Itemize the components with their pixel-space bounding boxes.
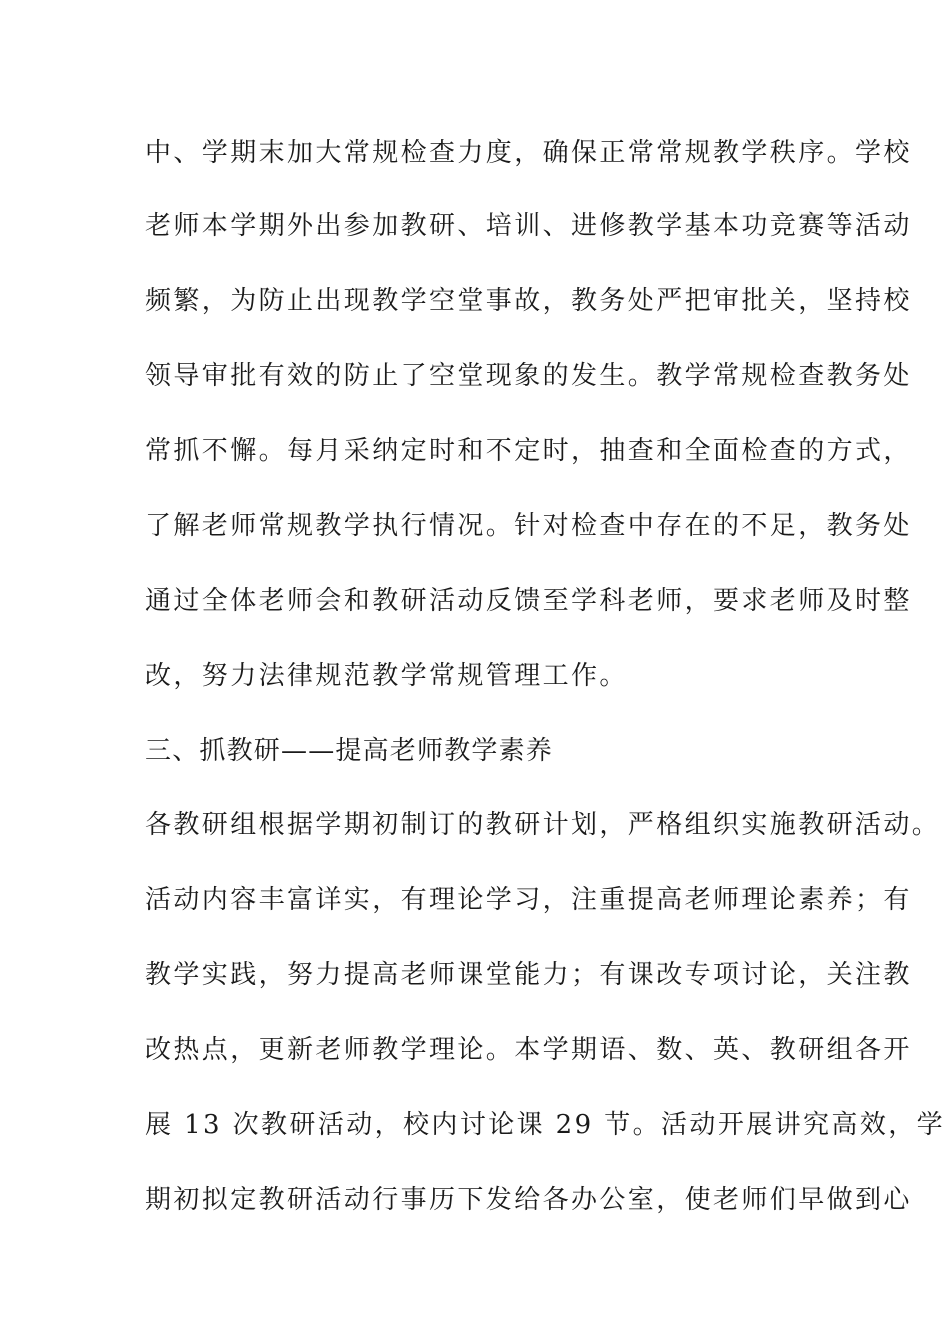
paragraph-line: 常抓不懈。每月采纳定时和不定时，抽查和全面检查的方式， bbox=[145, 436, 912, 466]
paragraph-line: 改热点，更新老师教学理论。本学期语、数、英、教研组各开 bbox=[145, 1035, 912, 1065]
paragraph-line: 中、学期末加大常规检查力度，确保正常常规教学秩序。学校 bbox=[145, 138, 912, 168]
paragraph-line: 改，努力法律规范教学常规管理工作。 bbox=[145, 661, 628, 691]
paragraph-line: 频繁，为防止出现教学空堂事故，教务处严把审批关，坚持校 bbox=[145, 286, 912, 316]
paragraph-line: 老师本学期外出参加教研、培训、进修教学基本功竞赛等活动 bbox=[145, 211, 912, 241]
section-heading: 三、抓教研——提高老师教学素养 bbox=[145, 736, 554, 766]
paragraph-line: 期初拟定教研活动行事历下发给各办公室，使老师们早做到心 bbox=[145, 1185, 912, 1215]
paragraph-line: 了解老师常规教学执行情况。针对检查中存在的不足，教务处 bbox=[145, 511, 912, 541]
paragraph-line: 教学实践，努力提高老师课堂能力；有课改专项讨论，关注教 bbox=[145, 960, 912, 990]
paragraph-line: 领导审批有效的防止了空堂现象的发生。教学常规检查教务处 bbox=[145, 361, 912, 391]
paragraph-line: 通过全体老师会和教研活动反馈至学科老师，要求老师及时整 bbox=[145, 586, 912, 616]
paragraph-line: 活动内容丰富详实，有理论学习，注重提高老师理论素养；有 bbox=[145, 885, 912, 915]
paragraph-line: 展 13 次教研活动，校内讨论课 29 节。活动开展讲究高效，学 bbox=[145, 1110, 946, 1140]
paragraph-line: 各教研组根据学期初制订的教研计划，严格组织实施教研活动。 bbox=[145, 810, 941, 840]
